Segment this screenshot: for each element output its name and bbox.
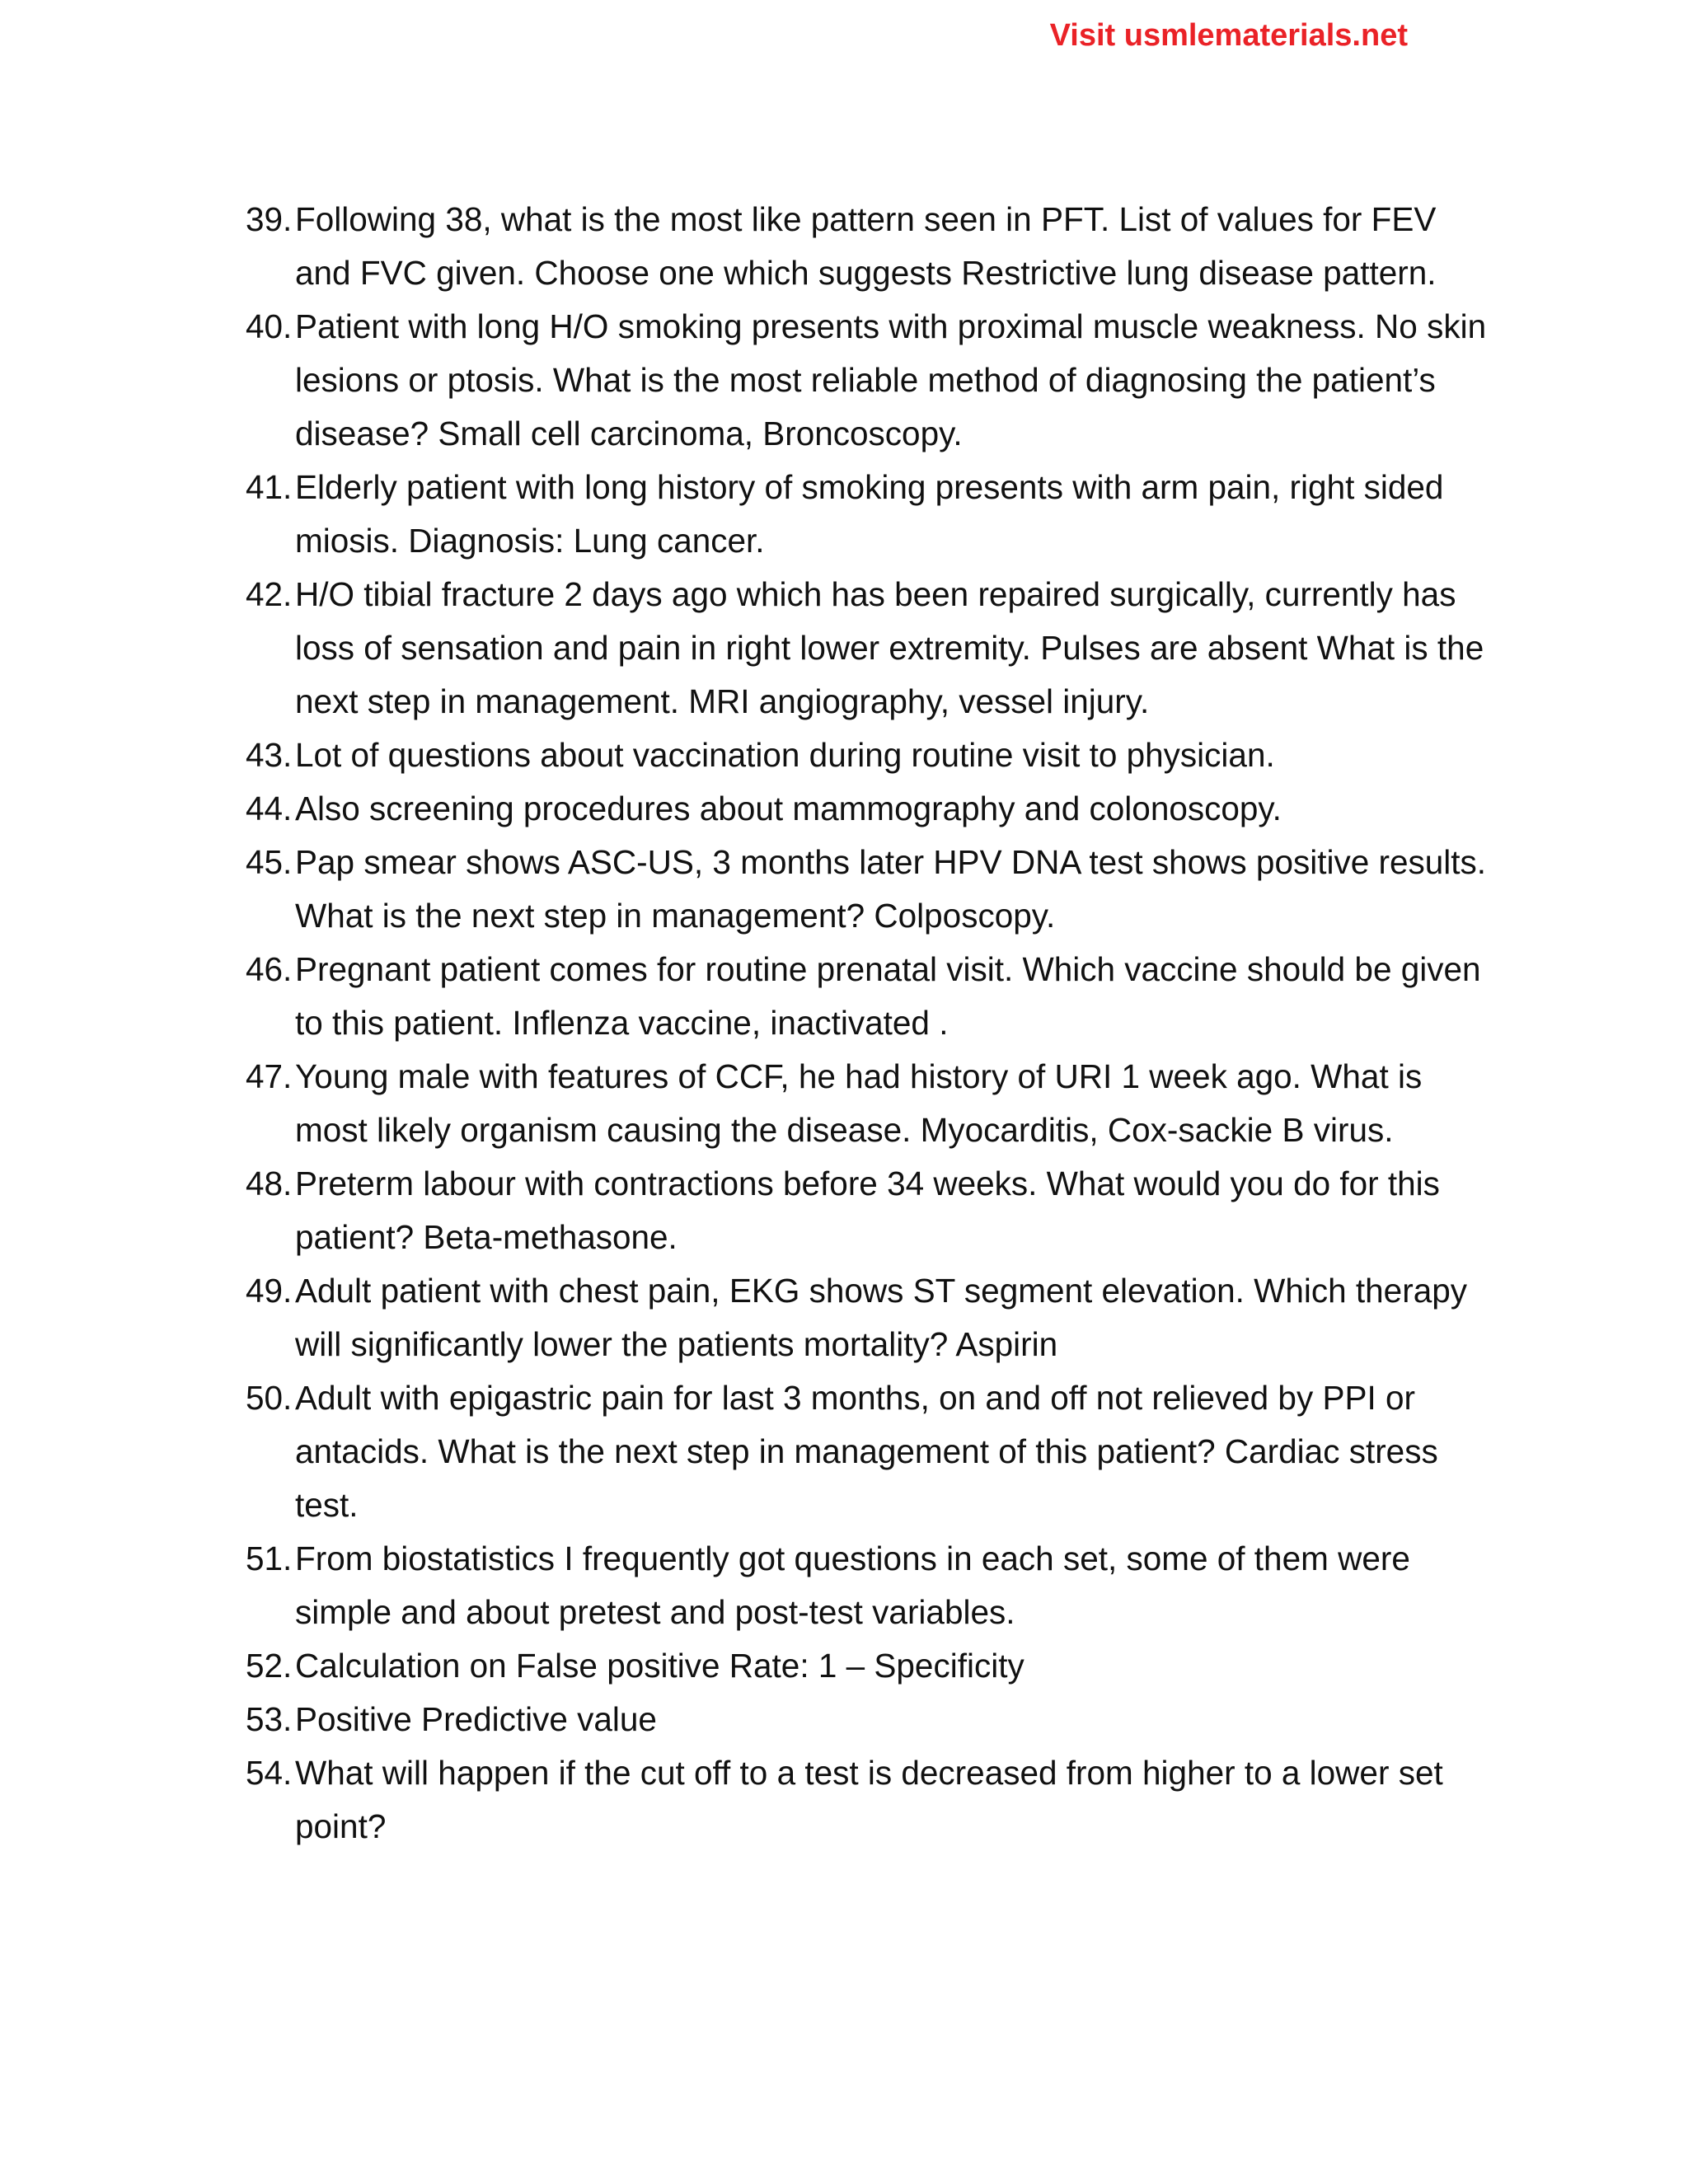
list-item [246,1264,1498,1371]
item-text: Adult patient with chest pain, EKG shows ST segment elevation. Which therapy will significantly lower the patients mortality? Aspirin [295,1272,1467,1363]
list-item [246,782,1498,836]
item-text: From biostatistics I frequently got questions in each set, some of them were simple and about pretest and post-test variables. [295,1540,1410,1631]
website-link[interactable]: Visit usmlematerials.net [1049,18,1408,53]
item-number: 50. [246,1379,293,1417]
item-text: Positive Predictive value [295,1700,657,1738]
item-number: 40. [246,307,293,345]
item-text: Pregnant patient comes for routine prenatal visit. Which vaccine should be given to this patient. Inflenza vaccine, inactivated . [295,950,1481,1042]
item-number: 39. [246,200,293,238]
item-text: Patient with long H/O smoking presents with proximal muscle weakness. No skin lesions or ptosis. What is the most reliable method of diagnosing the patient’s disease? Small cell carcinoma, Broncoscopy. [295,307,1487,452]
item-number: 45. [246,843,293,881]
item-text: Also screening procedures about mammography and colonoscopy. [295,790,1282,827]
list-item [246,1639,1498,1693]
item-number: 47. [246,1057,293,1095]
item-text: H/O tibial fracture 2 days ago which has been repaired surgically, currently has loss of sensation and pain in right lower extremity. Pulses are absent What is the next step in management. MRI angiography, vessel injury. [295,575,1484,720]
item-number: 44. [246,790,293,827]
list-item [246,1532,1498,1639]
list-item [246,461,1498,568]
item-text: Following 38, what is the most like pattern seen in PFT. List of values for FEV and FVC given. Choose one which suggests Restrictive lung disease pattern. [295,200,1437,292]
list-item [246,193,1498,300]
item-text: Elderly patient with long history of smoking presents with arm pain, right sided miosis. Diagnosis: Lung cancer. [295,468,1444,560]
item-number: 42. [246,575,293,613]
question-list [246,193,1498,1854]
list-item [246,729,1498,782]
item-number: 46. [246,950,293,988]
item-number: 51. [246,1540,293,1577]
item-number: 53. [246,1700,293,1738]
list-item [246,836,1498,943]
item-number: 43. [246,736,293,774]
item-number: 52. [246,1647,293,1685]
item-text: Pap smear shows ASC-US, 3 months later HPV DNA test shows positive results. What is the next step in management? Colposcopy. [295,843,1487,935]
list-item [246,1157,1498,1264]
item-text: Preterm labour with contractions before 34 weeks. What would you do for this patient? Beta-methasone. [295,1165,1440,1256]
list-item [246,1050,1498,1157]
item-number: 41. [246,468,293,506]
list-item [246,568,1498,729]
item-text: Adult with epigastric pain for last 3 months, on and off not relieved by PPI or antacids. What is the next step in management of this patient? Cardiac stress test. [295,1379,1438,1524]
list-item [246,1693,1498,1746]
item-number: 54. [246,1754,293,1792]
list-item [246,943,1498,1050]
list-item [246,1371,1498,1532]
item-number: 49. [246,1272,293,1310]
item-text: Lot of questions about vaccination during routine visit to physician. [295,736,1275,774]
item-text: What will happen if the cut off to a test is decreased from higher to a lower set point? [295,1754,1443,1845]
item-text: Calculation on False positive Rate: 1 – Specificity [295,1647,1025,1685]
list-item [246,1746,1498,1854]
list-item [246,300,1498,461]
item-text: Young male with features of CCF, he had history of URI 1 week ago. What is most likely organism causing the disease. Myocarditis, Cox-sackie B virus. [295,1057,1423,1149]
item-number: 48. [246,1165,293,1202]
